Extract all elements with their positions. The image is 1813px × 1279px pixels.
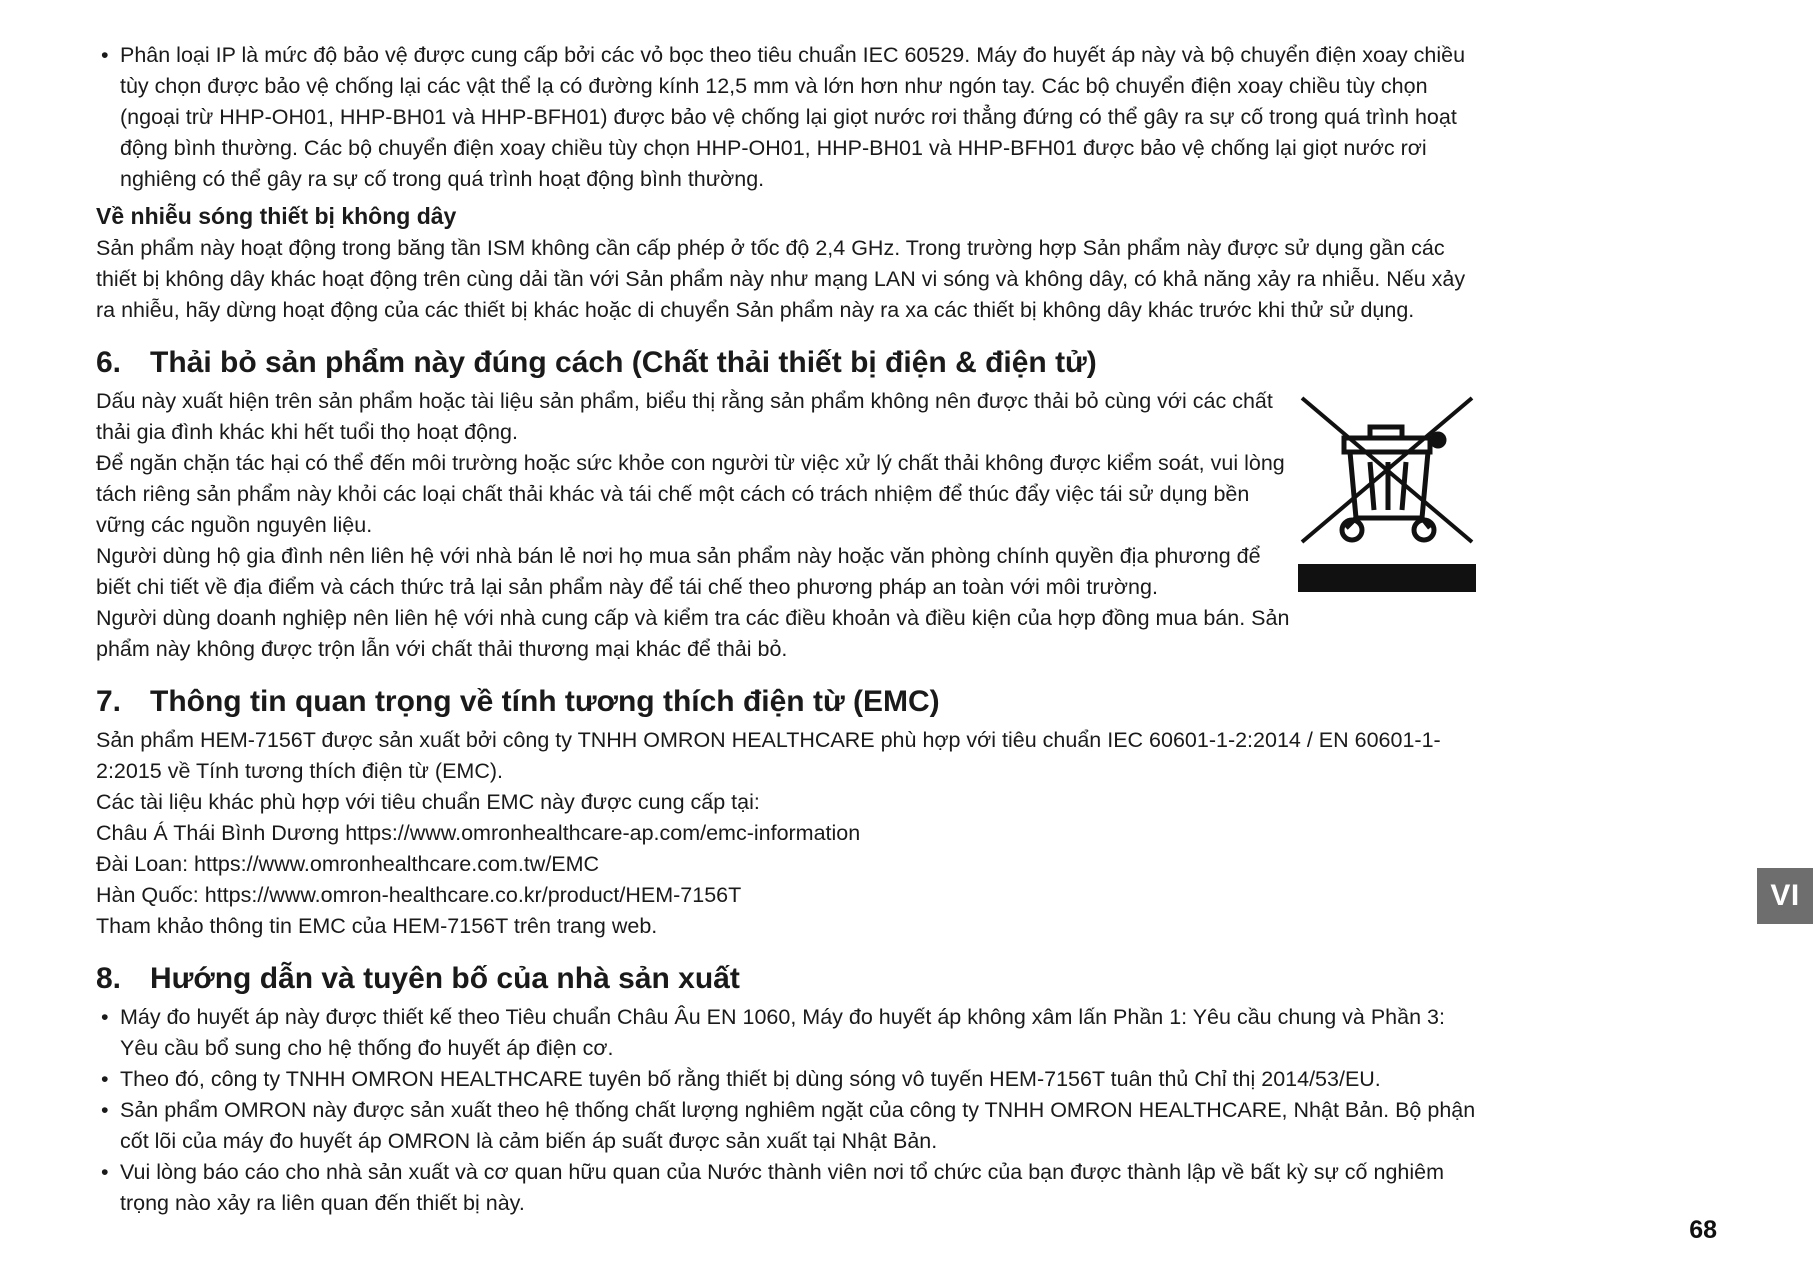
list-item: • Phân loại IP là mức độ bảo vệ được cung cấp bởi các vỏ bọc theo tiêu chuẩn IEC 60529. Máy đo huyết áp này và bộ chuyển điện xoay chiều tùy chọn được bảo vệ chống lại các vật thể lạ có đường kính 12,5 mm và lớn hơn như ngón tay. Các bộ chuyển điện xoay chiều tùy chọn (ngoại trừ HHP-OH01, HHP-BH01 và HHP-BFH01) được bảo vệ chống lại giọt nước rơi thẳng đứng có thể gây ra sự cố trong quá trình hoạt động bình thường. Các bộ chuyển điện xoay chiều tùy chọn HHP-OH01, HHP-BH01 và HHP-BFH01 được bảo vệ chống lại giọt nước rơi nghiêng có thể gây ra sự cố trong quá trình hoạt động bình thường. — [96, 40, 1476, 195]
section-8-title: Hướng dẫn và tuyên bố của nhà sản xuất — [150, 962, 740, 995]
section-7-paragraph-6: Tham khảo thông tin EMC của HEM-7156T trên trang web. — [96, 914, 658, 938]
section-7-title: Thông tin quan trọng về tính tương thích điện từ (EMC) — [150, 685, 940, 718]
section-6-title: Thải bỏ sản phẩm này đúng cách (Chất thải thiết bị điện & điện tử) — [150, 346, 1097, 379]
emc-link-asia-pacific: Châu Á Thái Bình Dương https://www.omronhealthcare-ap.com/emc-information — [96, 821, 861, 845]
wireless-interference-heading: Về nhiễu sóng thiết bị không dây — [96, 203, 457, 229]
section-7-paragraph-1: Sản phẩm HEM-7156T được sản xuất bởi công ty TNHH OMRON HEALTHCARE phù hợp với tiêu chuẩn IEC 60601-1-2:2014 / EN 60601-1-2:2015 về Tính tương thích điện từ (EMC). — [96, 728, 1441, 783]
weee-underline-bar — [1298, 564, 1476, 592]
list-item: • Máy đo huyết áp này được thiết kế theo Tiêu chuẩn Châu Âu EN 1060, Máy đo huyết áp không xâm lấn Phần 1: Yêu cầu chung và Phần 3: Yêu cầu bổ sung cho hệ thống đo huyết áp điện cơ. — [96, 1002, 1476, 1064]
section-7-body — [96, 725, 1476, 942]
section-6-paragraph-3: Người dùng hộ gia đình nên liên hệ với nhà bán lẻ nơi họ mua sản phẩm này hoặc văn phòng chính quyền địa phương để biết chi tiết về địa điểm và cách thức trả lại sản phẩm này để tái chế theo phương pháp an toàn với môi trường. — [96, 544, 1261, 599]
list-item: • Vui lòng báo cáo cho nhà sản xuất và cơ quan hữu quan của Nước thành viên nơi tổ chức của bạn được thành lập về bất kỳ sự cố nghiêm trọng nào xảy ra liên quan đến thiết bị này. — [96, 1157, 1476, 1219]
crossed-out-wheelie-bin-icon — [1298, 394, 1476, 546]
ip-rating-list — [96, 40, 1476, 195]
emc-link-taiwan: Đài Loan: https://www.omronhealthcare.com.tw/EMC — [96, 852, 600, 876]
language-badge: VI — [1757, 868, 1813, 924]
wireless-interference-body: Sản phẩm này hoạt động trong băng tần ISM không cần cấp phép ở tốc độ 2,4 GHz. Trong trường hợp Sản phẩm này được sử dụng gần các thiết bị không dây khác hoạt động trên cùng dải tần với Sản phẩm này như mạng LAN vi sóng và không dây, có khả năng xảy ra nhiễu. Nếu xảy ra nhiễu, hãy dừng hoạt động của các thiết bị khác hoặc di chuyển Sản phẩm này ra xa các thiết bị không dây khác trước khi thử sử dụng. — [96, 236, 1466, 322]
list-item: • Sản phẩm OMRON này được sản xuất theo hệ thống chất lượng nghiêm ngặt của công ty TNHH OMRON HEALTHCARE, Nhật Bản. Bộ phận cốt lõi của máy đo huyết áp OMRON là cảm biến áp suất được sản xuất tại Nhật Bản. — [96, 1095, 1476, 1157]
section-7-heading — [96, 683, 1476, 721]
section-6-text — [96, 386, 1291, 665]
section-8-number: 8. — [96, 962, 122, 995]
page-number: 68 — [1689, 1216, 1717, 1244]
section-6-paragraph-1: Dấu này xuất hiện trên sản phẩm hoặc tài liệu sản phẩm, biểu thị rằng sản phẩm không nên được thải bỏ cùng với các chất thải gia đình khác khi hết tuổi thọ hoạt động. — [96, 389, 1273, 444]
page-content — [96, 40, 1476, 1219]
section-6-paragraph-2: Để ngăn chặn tác hại có thể đến môi trường hoặc sức khỏe con người từ việc xử lý chất thải không được kiểm soát, vui lòng tách riêng sản phẩm này khỏi các loại chất thải khác và tái chế một cách có trách nhiệm để thúc đẩy việc tái sử dụng bền vững các nguồn nguyên liệu. — [96, 451, 1285, 537]
section-6-paragraph-4: Người dùng doanh nghiệp nên liên hệ với nhà cung cấp và kiểm tra các điều khoản và điều kiện của hợp đồng mua bán. Sản phẩm này không được trộn lẫn với chất thải thương mại khác để thải bỏ. — [96, 606, 1290, 661]
section-6-heading — [96, 344, 1476, 382]
weee-symbol-block — [1298, 394, 1476, 592]
section-7-paragraph-2: Các tài liệu khác phù hợp với tiêu chuẩn EMC này được cung cấp tại: — [96, 790, 760, 814]
section-6-body — [96, 386, 1476, 665]
list-item: • Theo đó, công ty TNHH OMRON HEALTHCARE tuyên bố rằng thiết bị dùng sóng vô tuyến HEM-7156T tuân thủ Chỉ thị 2014/53/EU. — [96, 1064, 1476, 1095]
section-8-heading — [96, 960, 1476, 998]
section-8-list — [96, 1002, 1476, 1219]
section-7-number: 7. — [96, 685, 122, 718]
section-6-number: 6. — [96, 346, 122, 379]
emc-link-korea: Hàn Quốc: https://www.omron-healthcare.co.kr/product/HEM-7156T — [96, 883, 742, 907]
